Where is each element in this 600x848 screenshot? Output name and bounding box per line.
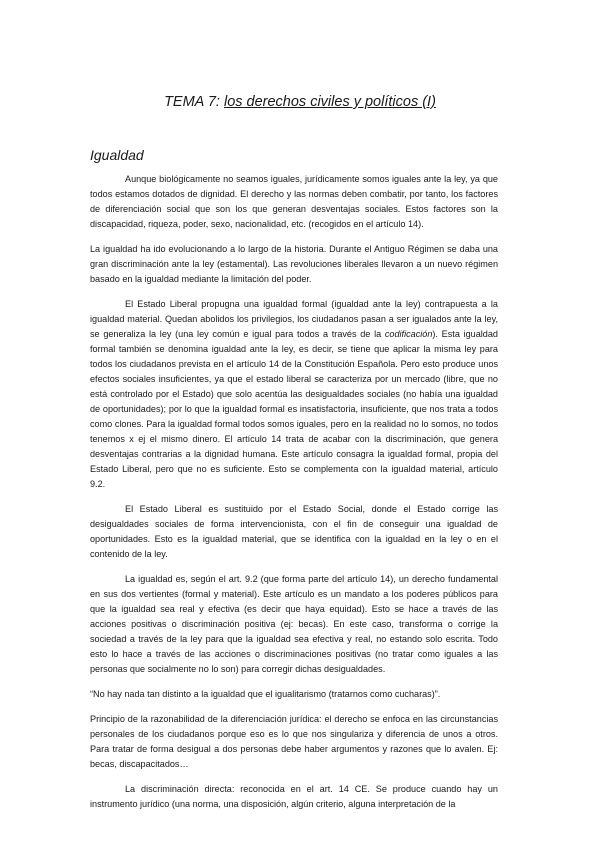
document-title bbox=[0, 93, 600, 111]
title-prefix: TEMA 7: bbox=[164, 94, 224, 110]
paragraph-3-emphasis: codificación bbox=[384, 329, 433, 339]
paragraph-2: La igualdad ha ido evolucionando a lo largo de la historia. Durante el Antiguo Régimen se daba una gran discriminación ante la ley (estamental). Las revoluciones liberales llevaron a un nuevo régimen basado en la igualdad mediante la limitación del poder. bbox=[90, 244, 498, 284]
paragraph-8: La discriminación directa: reconocida en el art. 14 CE. Se produce cuando hay un instrumento jurídico (una norma, una disposición, algún criterio, alguna interpretación de la bbox=[90, 784, 498, 809]
document-body bbox=[90, 172, 498, 812]
paragraph-3-part-a: El Estado Liberal propugna una igualdad formal (igualdad ante la ley) contrapuesta a la igualdad material. Quedan abolidos los privilegios, los ciudadanos pasan a ser igualados ante la ley, se generaliza la ley (una ley común e igual para todos a través de la bbox=[90, 299, 498, 339]
paragraph-7: Principio de la razonabilidad de la diferenciación jurídica: el derecho se enfoca en las circunstancias personales de los ciudadanos porque eso es lo que nos singulariza y diferencia de unos a otros. Para tratar de forma desigual a dos personas debe haber argumentos y razones que lo avalen. Ej: becas, discapacitados… bbox=[90, 714, 498, 769]
paragraph-5: La igualdad es, según el art. 9.2 (que forma parte del artículo 14), un derecho fundamental en sus dos vertientes (formal y material). Este artículo es un mandato a los poderes públicos para que la igualdad sea real y efectiva (es decir que haya equidad). Esto se hace a través de las acciones positivas o discriminación positiva (ej: becas). En este caso, transforma o corrige la sociedad a través de la ley para que la igualdad sea efectiva y real, no estando solo escrita. Todo esto lo hace a través de las acciones o discriminaciones positivas (no tratar como iguales a las personas que socialmente no lo son) para corregir dichas desigualdades. bbox=[90, 574, 498, 674]
paragraph-6-quote: “No hay nada tan distinto a la igualdad que el igualitarismo (tratarnos como cucharas)”. bbox=[90, 689, 441, 699]
paragraph-1: Aunque biológicamente no seamos iguales, jurídicamente somos iguales ante la ley, ya que todos estamos dotados de dignidad. El derecho y las normas deben combatir, por tanto, los factores de diferenciación social que son los que generan desventajas sociales. Estos factores son la discapacidad, riqueza, poder, sexo, nacionalidad, etc. (recogidos en el artículo 14). bbox=[90, 174, 498, 229]
paragraph-3-part-b: ). Esta igualdad formal también se denomina igualdad ante la ley, es decir, se tiene que aplicar la misma ley para todos los ciudadanos prevista en el artículo 14 de la Constitución Española. Pero esto produce unos efectos sociales insuficientes, ya que el estado liberal se caracteriza por un mercado (libre, que no está controlado por el Estado) que solo acentúa las desigualdades sociales (no había una igualdad de oportunidades); por lo que la igualdad formal es insatisfactoria, insuficiente, que nos trata a todos como clones. Para la igualdad formal todos somos iguales, pero en la realidad no lo somos, no todos tenemos x ej el mismo dinero. El artículo 14 trata de acabar con la discriminación, que genera desventajas contrarias a la dignidad humana. Este artículo consagra la igualdad formal, propia del Estado Liberal, pero que no es suficiente. Esto se complementa con la igualdad material, artículo 9.2. bbox=[90, 329, 498, 489]
paragraph-4: El Estado Liberal es sustituido por el Estado Social, donde el Estado corrige las desigualdades sociales de forma intervencionista, con el fin de conseguir una igualdad de oportunidades. Esto es la igualdad material, que se identifica con la igualdad en la ley o en el contenido de la ley. bbox=[90, 504, 498, 559]
title-underlined: los derechos civiles y políticos (I) bbox=[223, 94, 436, 110]
section-heading: Igualdad bbox=[90, 147, 144, 163]
paragraph-3 bbox=[90, 297, 498, 492]
